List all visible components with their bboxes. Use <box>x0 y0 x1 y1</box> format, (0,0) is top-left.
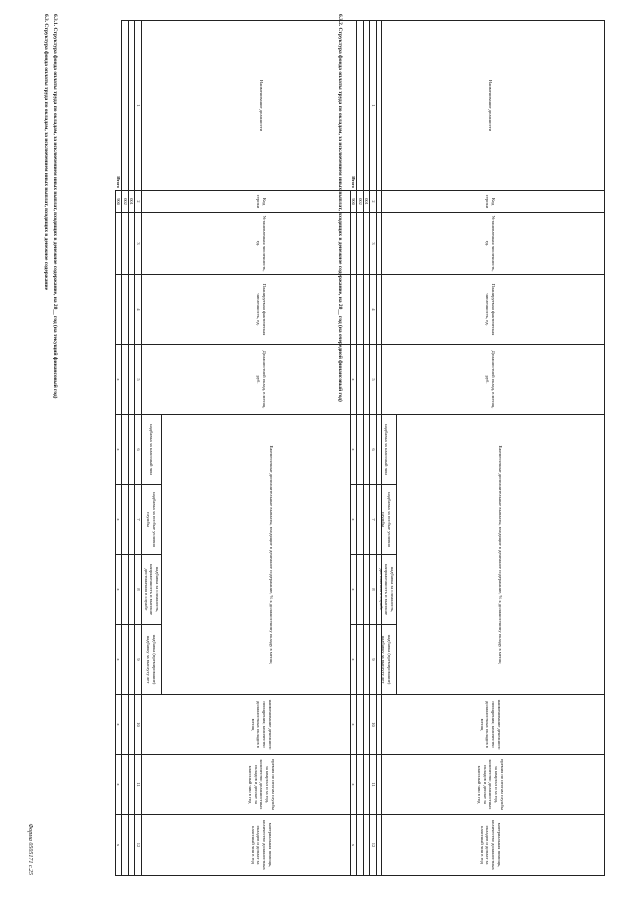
header-rank: надбавка за классный чин <box>141 415 161 485</box>
section-heading: 6.3. Структура фонда оплаты труда по окладам, за исключением иных выплат, входящих в денежное содержание <box>43 14 49 291</box>
col-number: 8 <box>370 555 377 625</box>
x-mark: x <box>115 485 122 555</box>
header-code: Код строки <box>376 191 604 213</box>
x-mark: x <box>115 755 122 815</box>
col-number: 3 <box>135 213 142 275</box>
header-group: Ежемесячные дополнительные выплаты, входящие в денежное содержание, % к должностному окладу в месяц <box>397 415 605 695</box>
row-code: 002 <box>122 191 129 213</box>
header-rank: надбавка за классный чин <box>376 415 396 485</box>
header-salary: Должностной оклад, в месяц, руб. <box>376 345 604 415</box>
col-number: 6 <box>135 415 142 485</box>
col-number-row <box>135 21 142 876</box>
x-mark: x <box>115 555 122 625</box>
header-material: материальная помощь, количество должностных окладов и доплат за классный чин в год <box>141 815 381 876</box>
x-mark: x <box>115 625 122 695</box>
total-code: 900 <box>115 191 122 213</box>
x-mark: x <box>350 345 357 415</box>
x-mark: x <box>350 815 357 876</box>
table-2 <box>350 20 605 876</box>
header-premium: премия по итогам службы за квартал и за год, количество должностных окладов и доплат за классный чин в год <box>376 755 604 815</box>
col-number: 7 <box>135 485 142 555</box>
header-secret: надбавка за сложность, напряженность и высокие достижения в службе <box>376 555 396 625</box>
col-number: 1 <box>135 21 142 191</box>
col-number: 7 <box>370 485 377 555</box>
x-mark: x <box>115 695 122 755</box>
x-mark: x <box>350 485 357 555</box>
col-number: 6 <box>370 415 377 485</box>
col-number: 4 <box>135 275 142 345</box>
x-mark: x <box>350 625 357 695</box>
x-mark: x <box>115 345 122 415</box>
total-code: 900 <box>350 191 357 213</box>
col-number: 10 <box>135 695 142 755</box>
header-special: надбавка за особые условия службы <box>376 485 396 555</box>
header-bonus: надбавка (премирование) надбавку за выслугу лет <box>376 625 396 695</box>
col-number: 3 <box>370 213 377 275</box>
row-code: 001 <box>128 191 135 213</box>
table-row <box>122 21 129 876</box>
header-material: материальная помощь, количество должностных окладов и доплат за классный чин в год <box>376 815 604 876</box>
header-name: Наименование должности <box>376 21 604 191</box>
header-approved: Установленная численность, ед. <box>376 213 604 275</box>
col-number: 5 <box>135 345 142 415</box>
header-name: Наименование должности <box>141 21 381 191</box>
x-mark: x <box>350 415 357 485</box>
header-approved: Установленная численность, ед. <box>141 213 381 275</box>
col-number: 2 <box>135 191 142 213</box>
table2-heading: 6.3.2. Структура фонда оплаты труда по окладам, за исключением иных выплат, входящих в денежное содержание, на 20__ год (на очередной финансовый год) <box>337 14 343 402</box>
table1-heading: 6.3.1. Структура фонда оплаты труда по окладам, за исключением иных выплат, входящих в денежное содержание, на 20__ год (на текущий финансовый год) <box>52 14 58 399</box>
table-row <box>357 21 364 876</box>
col-number: 5 <box>370 345 377 415</box>
x-mark: x <box>115 815 122 876</box>
row-code: 002 <box>357 191 364 213</box>
header-salary: Должностной оклад, в месяц, руб. <box>141 345 381 415</box>
total-row <box>115 21 122 876</box>
col-number: 2 <box>370 191 377 213</box>
x-mark: x <box>350 755 357 815</box>
header-bonus: надбавка (премирование) надбавку за выслугу лет <box>141 625 161 695</box>
col-number: 12 <box>370 815 377 876</box>
header-planned: Планируемая фактическая численность, ед. <box>141 275 381 345</box>
header-planned: Планируемая фактическая численность, ед. <box>376 275 604 345</box>
col-number-row <box>370 21 377 876</box>
total-row <box>350 21 357 876</box>
header-code: Код строки <box>141 191 381 213</box>
header-count: наименование денежного поощрения; количество должностных окладов в месяц <box>376 695 604 755</box>
table-row <box>363 21 370 876</box>
header-premium: премия по итогам службы за квартал и за год, количество должностных окладов и доплат за классный чин в год <box>141 755 381 815</box>
col-number: 4 <box>370 275 377 345</box>
total-label: Итого <box>116 176 122 188</box>
table-row <box>128 21 135 876</box>
x-mark: x <box>350 695 357 755</box>
x-mark: x <box>350 555 357 625</box>
col-number: 1 <box>370 21 377 191</box>
col-number: 10 <box>370 695 377 755</box>
header-group: Ежемесячные дополнительные выплаты, входящие в денежное содержание, % к должностному окладу в месяц <box>162 415 382 695</box>
header-count: наименование денежного поощрения; количество должностных окладов в месяц <box>141 695 381 755</box>
header-secret: надбавка за сложность, напряженность и высокие достижения в службе <box>141 555 161 625</box>
total-label: Итого <box>351 176 357 188</box>
col-number: 9 <box>135 625 142 695</box>
col-number: 11 <box>135 755 142 815</box>
col-number: 9 <box>370 625 377 695</box>
form-number-label: Форма 0505171 с.25 <box>27 823 33 875</box>
col-number: 8 <box>135 555 142 625</box>
header-special: надбавка за особые условия службы <box>141 485 161 555</box>
col-number: 11 <box>370 755 377 815</box>
row-code: 001 <box>363 191 370 213</box>
col-number: 12 <box>135 815 142 876</box>
x-mark: x <box>115 415 122 485</box>
